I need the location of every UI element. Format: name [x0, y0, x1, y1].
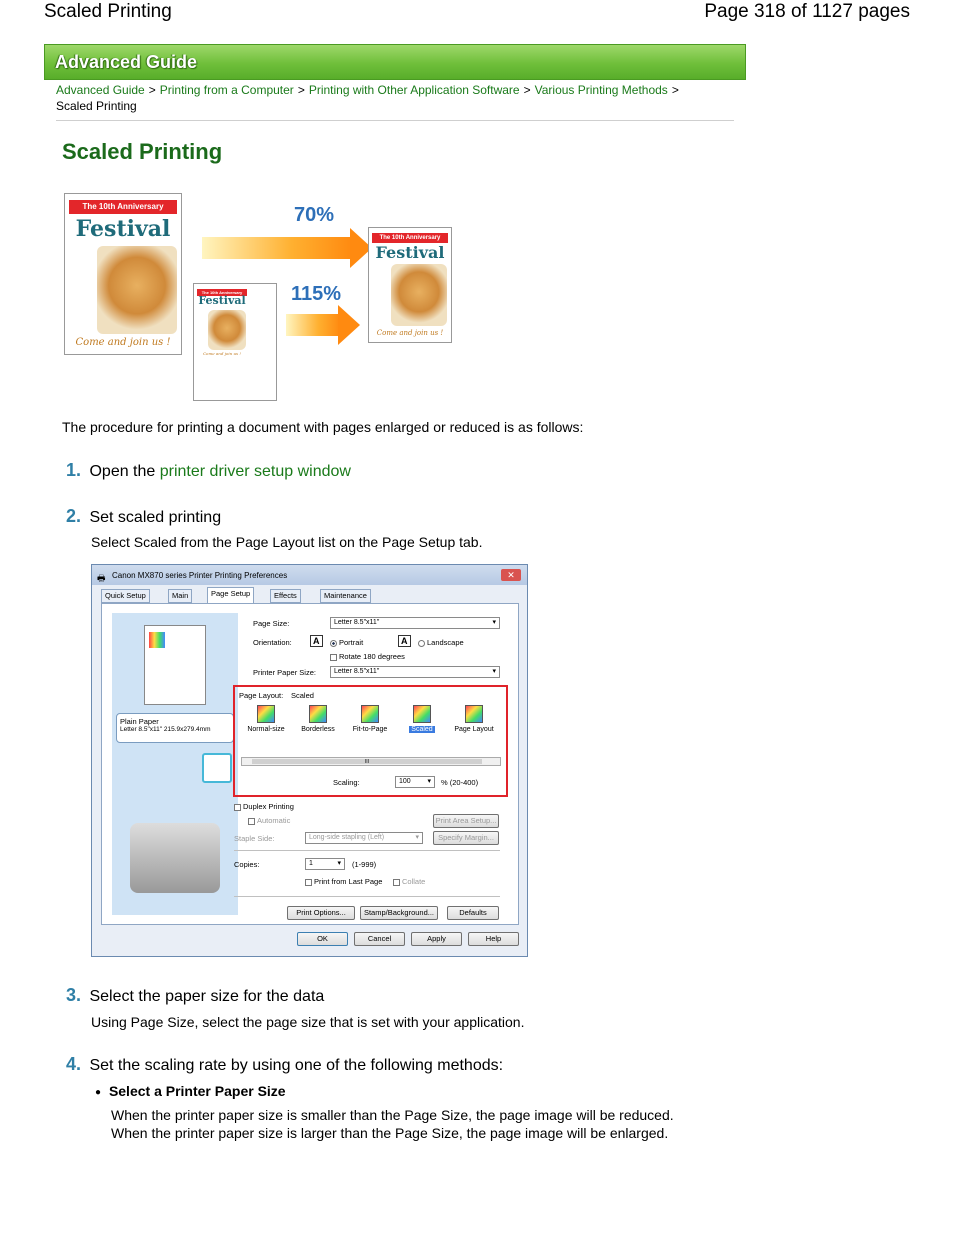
dialog-title: Canon MX870 series Printer Printing Preferences — [112, 571, 288, 580]
copies-label: Copies: — [234, 860, 260, 869]
breadcrumb-separator: > — [671, 83, 679, 97]
apply-button[interactable]: Apply — [411, 932, 462, 946]
step-text — [89, 463, 350, 480]
divider — [56, 120, 734, 121]
dog-image — [208, 310, 246, 350]
step-number: 4. — [66, 1054, 82, 1074]
printer-paper-size-label: Printer Paper Size: — [253, 668, 316, 677]
print-from-last-page-checkbox[interactable]: Print from Last Page — [305, 877, 382, 886]
staple-side-select[interactable]: Long-side stapling (Left) ▾ — [305, 832, 423, 844]
poster-band: The 10th Anniversary — [69, 200, 177, 214]
portrait-icon: A — [310, 635, 323, 647]
preview-page — [144, 625, 206, 705]
poster-footer: Come and join us ! — [75, 337, 171, 348]
paper-info — [116, 713, 234, 743]
breadcrumb-separator: > — [297, 83, 305, 97]
step-text: Set scaled printing — [89, 509, 222, 526]
poster-title: Festival — [375, 243, 445, 262]
breadcrumb-advanced-guide[interactable]: Advanced Guide — [56, 83, 145, 97]
original-poster — [64, 193, 182, 355]
banner-label: Advanced Guide — [55, 52, 198, 72]
layout-fit-to-page[interactable]: Fit-to-Page — [345, 705, 395, 733]
scaling-illustration — [62, 190, 457, 405]
step-1 — [66, 460, 351, 481]
header-left: Scaled Printing — [44, 1, 172, 22]
layout-scaled[interactable]: Scaled — [397, 705, 447, 733]
print-options-button[interactable]: Print Options... — [287, 906, 355, 920]
printer-paper-size-select[interactable]: Letter 8.5"x11" ▾ — [330, 666, 500, 678]
step-2-desc: Select Scaled from the Page Layout list on the Page Setup tab. — [91, 534, 483, 550]
scaled-icon — [413, 705, 431, 723]
poster-footer: Come and join us ! — [203, 351, 241, 356]
print-preview — [112, 613, 238, 915]
staple-side-label: Staple Side: — [234, 834, 275, 843]
divider — [234, 850, 500, 851]
page-layout-highlight — [233, 685, 508, 797]
page-setup-panel — [101, 603, 519, 925]
normal-size-icon — [257, 705, 275, 723]
scaling-label: Scaling: — [333, 778, 360, 787]
landscape-icon: A — [398, 635, 411, 647]
breadcrumb — [56, 82, 746, 114]
bullet-icon: ● — [95, 1086, 102, 1098]
dialog-titlebar — [92, 565, 527, 585]
step-3 — [66, 985, 324, 1006]
printer-icon: 🖶 — [97, 573, 106, 583]
scrollbar-thumb[interactable]: III — [252, 759, 482, 764]
preview-toggle[interactable] — [202, 753, 232, 783]
paper-type: Plain Paper — [120, 717, 159, 726]
layout-borderless[interactable]: Borderless — [293, 705, 343, 733]
stamp-background-button[interactable]: Stamp/Background... — [360, 906, 438, 920]
page-layout-value: Scaled — [291, 691, 314, 700]
specify-margin-button[interactable]: Specify Margin... — [433, 831, 499, 845]
small-page — [193, 283, 277, 401]
step-text: Select the paper size for the data — [89, 988, 325, 1005]
bullet-line: When the printer paper size is smaller than the Page Size, the page image will be reduced. — [111, 1107, 674, 1123]
header-page-count: Page 318 of 1127 pages — [704, 1, 910, 22]
step-number: 3. — [66, 985, 82, 1005]
enlarge-arrow — [286, 314, 340, 336]
step-number: 1. — [66, 460, 82, 480]
portrait-radio[interactable]: Portrait — [330, 638, 363, 647]
layout-page-layout[interactable]: Page Layout — [449, 705, 499, 733]
bullet-line: When the printer paper size is larger than the Page Size, the page image will be enlarged. — [111, 1125, 669, 1141]
printer-image — [130, 823, 220, 893]
breadcrumb-current: Scaled Printing — [56, 99, 137, 113]
intro-text: The procedure for printing a document with pages enlarged or reduced is as follows: — [62, 419, 584, 435]
defaults-button[interactable]: Defaults — [447, 906, 499, 920]
ok-button[interactable]: OK — [297, 932, 348, 946]
poster-band: The 10th Anniversary — [372, 233, 448, 243]
divider — [234, 896, 500, 897]
printing-preferences-dialog — [91, 564, 528, 957]
bullet-item — [95, 1083, 286, 1099]
poster-title: Festival — [75, 216, 171, 242]
breadcrumb-separator: > — [148, 83, 156, 97]
step-number: 2. — [66, 506, 82, 526]
tab-effects[interactable]: Effects — [270, 589, 301, 603]
cancel-button[interactable]: Cancel — [354, 932, 405, 946]
poster-footer: Come and join us ! — [376, 329, 444, 337]
copies-range: (1-999) — [352, 860, 377, 869]
dog-image — [391, 264, 447, 326]
scaling-range: % (20-400) — [441, 778, 479, 787]
bullet-title: Select a Printer Paper Size — [108, 1083, 286, 1099]
collate-checkbox[interactable]: Collate — [393, 877, 425, 886]
reduced-poster — [368, 227, 452, 343]
preview-image — [149, 632, 165, 648]
copies-input[interactable]: 1 ▾ — [305, 858, 345, 870]
tab-main[interactable]: Main — [168, 589, 192, 603]
enlarge-percent: 115% — [291, 283, 342, 305]
page-layout-icon — [465, 705, 483, 723]
fit-to-page-icon — [361, 705, 379, 723]
scaling-input[interactable]: 100 ▾ — [395, 776, 435, 788]
step-text: Set the scaling rate by using one of the following methods: — [89, 1057, 504, 1074]
breadcrumb-various-methods[interactable]: Various Printing Methods — [534, 83, 668, 97]
layout-normal-size[interactable]: Normal-size — [241, 705, 291, 733]
page-size-label: Page Size: — [253, 619, 290, 628]
page-layout-label: Page Layout: — [239, 691, 284, 700]
page-size-select[interactable]: Letter 8.5"x11" ▾ — [330, 617, 500, 629]
breadcrumb-printing-from-computer[interactable]: Printing from a Computer — [159, 83, 294, 97]
poster-title: Festival — [198, 294, 246, 307]
close-icon[interactable]: ✕ — [501, 569, 521, 581]
duplex-checkbox[interactable]: Duplex Printing — [234, 802, 294, 811]
rotate-checkbox[interactable]: Rotate 180 degrees — [330, 652, 405, 661]
paper-dimensions: Letter 8.5"x11" 215.9x279.4mm — [120, 726, 211, 733]
breadcrumb-other-software[interactable]: Printing with Other Application Software — [308, 83, 520, 97]
layout-scrollbar[interactable] — [241, 757, 501, 766]
orientation-label: Orientation: — [253, 638, 292, 647]
printer-driver-setup-link[interactable]: printer driver setup window — [159, 463, 351, 480]
tab-page-setup[interactable]: Page Setup — [207, 587, 254, 603]
tab-quick-setup[interactable]: Quick Setup — [101, 589, 150, 603]
step-4 — [66, 1054, 503, 1075]
page-title: Scaled Printing — [62, 139, 223, 164]
print-area-setup-button[interactable]: Print Area Setup... — [433, 814, 499, 828]
automatic-checkbox[interactable]: Automatic — [248, 816, 290, 825]
reduce-percent: 70% — [294, 204, 335, 226]
bullet-desc — [111, 1106, 674, 1142]
tab-maintenance[interactable]: Maintenance — [320, 589, 371, 603]
borderless-icon — [309, 705, 327, 723]
advanced-guide-banner — [44, 44, 746, 80]
landscape-radio[interactable]: Landscape — [418, 638, 464, 647]
step-prefix: Open the — [89, 463, 160, 480]
reduce-arrow — [202, 237, 352, 259]
step-3-desc: Using Page Size, select the page size that is set with your application. — [91, 1014, 525, 1030]
help-button[interactable]: Help — [468, 932, 519, 946]
step-2 — [66, 506, 221, 527]
dog-image — [97, 246, 177, 334]
poster-band: The 10th Anniversary — [197, 289, 247, 296]
breadcrumb-separator: > — [523, 83, 531, 97]
